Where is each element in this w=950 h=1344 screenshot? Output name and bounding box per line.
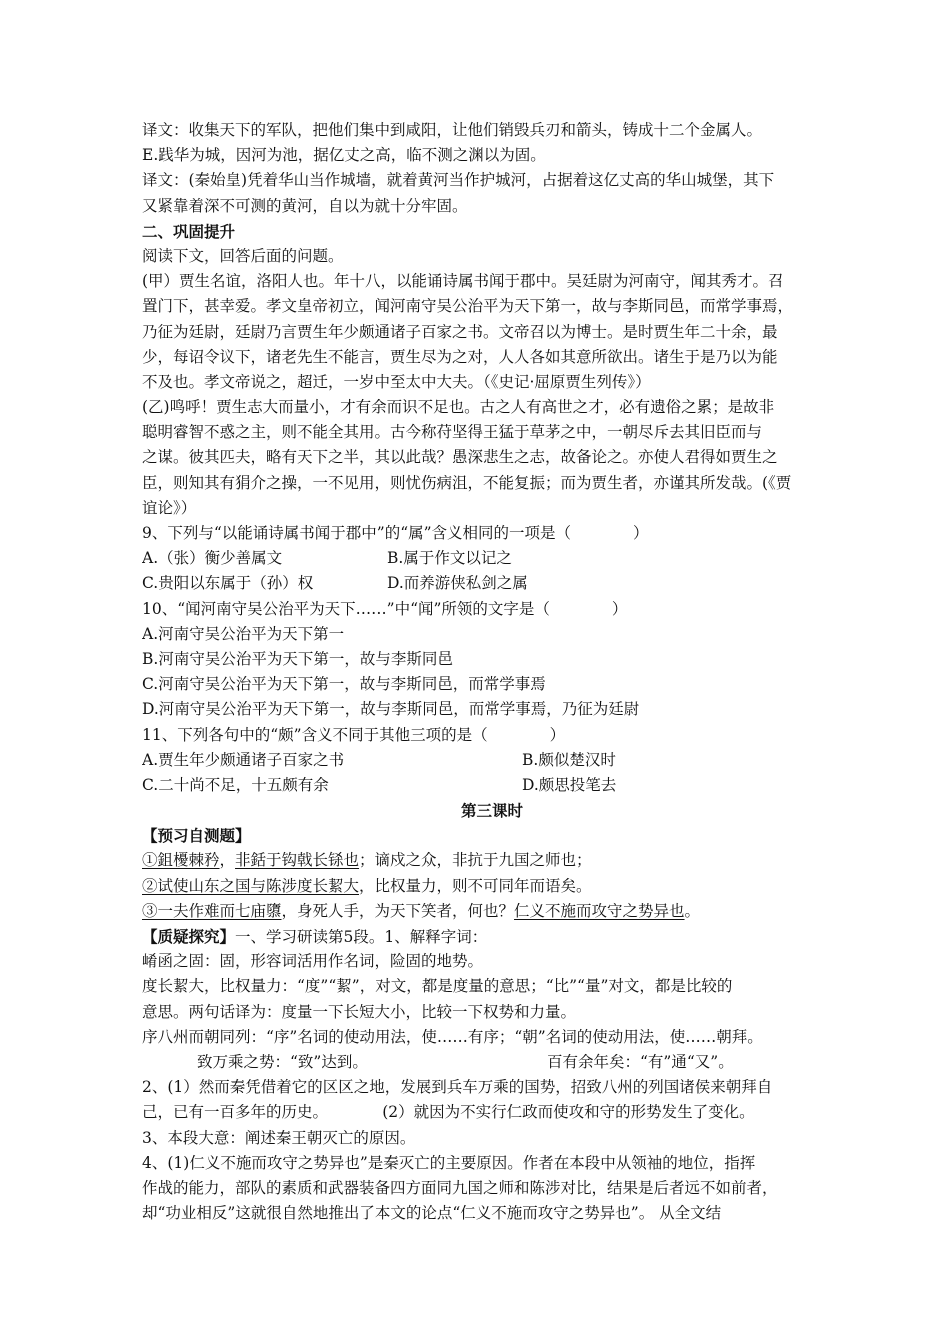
lesson-title: 第三课时: [460, 801, 523, 821]
text-line: 4、(1)仁义不施而攻守之势异也”是秦灭亡的主要原因。作者在本段中从领袖的地位，指挥: [142, 1153, 756, 1172]
option-b: B.属于作文以记之: [387, 549, 512, 568]
option-c: C.贵阳以东属于（孙）权: [142, 574, 314, 593]
text-line: 译文：收集天下的军队，把他们集中到咸阳，让他们销毁兵刃和箭头，铸成十二个金属人。: [142, 121, 763, 139]
passage-line: 少，每诏令议下，诸老先生不能言，贾生尽为之对，人人各如其意所欲出。诸生于是乃以为能: [142, 347, 778, 366]
plain-text: 一、学习研读第5段。1、解释字词：: [235, 928, 488, 946]
definition-left: 致万乘之势：“致”达到。: [197, 1052, 368, 1071]
preview-heading: 【预习自测题】: [142, 826, 251, 846]
text-line: 译文：(秦始皇)凭着华山当作城墙，就着黄河当作护城河，占据着这亿丈高的华山城堡，其下: [142, 171, 775, 190]
punctuation: 。: [684, 901, 701, 920]
passage-line: 聪明睿智不惑之主，则不能全其用。古今称苻坚得王猛于草茅之中，一朝尽斥去其旧臣而与: [142, 423, 763, 442]
option-b: B.颇似楚汉时: [522, 750, 616, 769]
option-a: A.贾生年少颇通诸子百家之书: [142, 750, 345, 769]
option-d: D.河南守吴公治平为天下第一，故与李斯同邑，而常学事焉，乃征为廷尉: [142, 700, 640, 719]
passage-line: 之谋。彼其匹夫，略有天下之半，其以此哉？愚深悲生之志，故备论之。亦使人君得如贾生之: [142, 448, 778, 467]
plain-text: ，比权量力，则不可同年而语矣。: [359, 876, 592, 895]
underlined-phrase: ①鉏櫌棘矜: [142, 851, 220, 870]
option-a: A.河南守吴公治平为天下第一: [142, 624, 345, 643]
option-row: [142, 748, 842, 773]
passage-line: 谊论》）: [142, 498, 197, 517]
option-b: B.河南守吴公治平为天下第一，故与李斯同邑: [142, 649, 453, 668]
inquiry-heading: 【质疑探究】: [142, 927, 236, 946]
passage-line: (甲）贾生名谊，洛阳人也。年十八，以能诵诗属书闻于郡中。吴廷尉为河南守，闻其秀才。召: [142, 272, 784, 291]
underlined-phrase: 仁义不施而攻守之势异也: [514, 901, 685, 920]
option-row: [142, 546, 842, 571]
question-stem: 11、下列各句中的“颇”含义不同于其他三项的是（ ）: [142, 725, 566, 744]
option-row: [142, 773, 842, 798]
passage-line: 不及也。孝文帝说之，超迁，一岁中至太中大夫。（《史记·屈原贾生列传》）: [142, 372, 651, 391]
passage-line: 臣，则知其有狷介之操，一不见用，则忧伤病沮，不能复振；而为贾生者，亦谨其所发哉。(《贾: [142, 473, 792, 492]
option-row: [142, 571, 842, 596]
text-line: E.践华为城，因河为池，据亿丈之高，临不测之渊以为固。: [142, 146, 546, 165]
text-line: 作战的能力，部队的素质和武器装备四方面同九国之师和陈涉对比，结果是后者远不如前者，: [142, 1178, 778, 1197]
passage-line: (乙)鸣呼！贾生志大而量小，才有余而识不足也。古之人有高世之才，必有遗俗之累；是故非: [142, 398, 775, 417]
option-d: D.颇思投笔去: [522, 775, 617, 794]
underlined-phrase: 非銛于钩戟长铩也: [235, 851, 360, 870]
underlined-phrase: ②试使山东之国与陈涉度长絜大: [142, 876, 360, 895]
passage-line: 乃征为廷尉，廷尉乃言贾生年少颇通诸子百家之书。文帝召以为博士。是时贾生年二十余，最: [142, 322, 778, 341]
option-a: A.（张）衡少善属文: [142, 549, 283, 568]
option-c: C.河南守吴公治平为天下第一，故与李斯同邑，而常学事焉: [142, 675, 546, 694]
text-line: 崤函之固：固，形容词活用作名词，险固的地势。: [142, 952, 484, 971]
text-line: 度长絜大，比权量力：“度”“絜”，对文，都是度量的意思；“比”“量”对文，都是比较的: [142, 977, 733, 996]
preview-item-1: [142, 848, 842, 873]
preview-item-2: [142, 874, 842, 899]
text-line: 序八州而朝同列：“序”名词的使动用法，使……有序；“朝”名词的使动用法，使……朝拜。: [142, 1027, 763, 1046]
document-page: [142, 118, 842, 1226]
text-line: 又紧靠着深不可测的黄河，自以为就十分牢固。: [142, 196, 468, 215]
passage-line: 置门下，甚幸爱。孝文皇帝初立，闻河南守吴公治平为天下第一，故与李斯同邑，而常学事焉，: [142, 297, 794, 316]
question-stem: 10、“闻河南守吴公治平为天下……”中“闻”所领的文字是（ ）: [142, 599, 628, 618]
text-line: 阅读下文，回答后面的问题。: [142, 246, 344, 265]
section-heading: 二、巩固提升: [142, 221, 236, 241]
inquiry-line: [142, 924, 842, 949]
text-line: 却“功业相反”这就很自然地推出了本文的论点“仁义不施而攻守之势异也”。 从全文结: [142, 1204, 722, 1223]
plain-text: ；谪戍之众，非抗于九国之师也；: [359, 851, 592, 870]
definition-row: [142, 1050, 842, 1075]
definition-right: 百有余年矣：“有”通“又”。: [547, 1052, 734, 1071]
plain-text: ，身死人手，为天下笑者，何也？: [281, 901, 515, 920]
option-c: C.二十尚不足，十五颇有余: [142, 775, 329, 794]
preview-item-3: [142, 899, 842, 924]
text-line: 意思。两句话译为：度量一下长短大小，比较一下权势和力量。: [142, 1002, 577, 1021]
underlined-phrase: ③一夫作难而七庙隳: [142, 901, 282, 920]
text-line: 2、(1）然而秦凭借着它的区区之地，发展到兵车万乘的国势，招致八州的列国诸侯来朝拜自: [142, 1078, 773, 1097]
option-d: D.而养游侠私剑之属: [387, 574, 528, 593]
punctuation: ，: [219, 851, 236, 870]
text-line: 3、本段大意：阐述秦王朝灭亡的原因。: [142, 1128, 416, 1147]
question-stem: 9、下列与“以能诵诗属书闻于郡中”的“属”含义相同的一项是（ ）: [142, 524, 649, 542]
text-line: 己，已有一百多年的历史。 (2）就因为不实行仁政而使攻和守的形势发生了变化。: [142, 1103, 755, 1122]
